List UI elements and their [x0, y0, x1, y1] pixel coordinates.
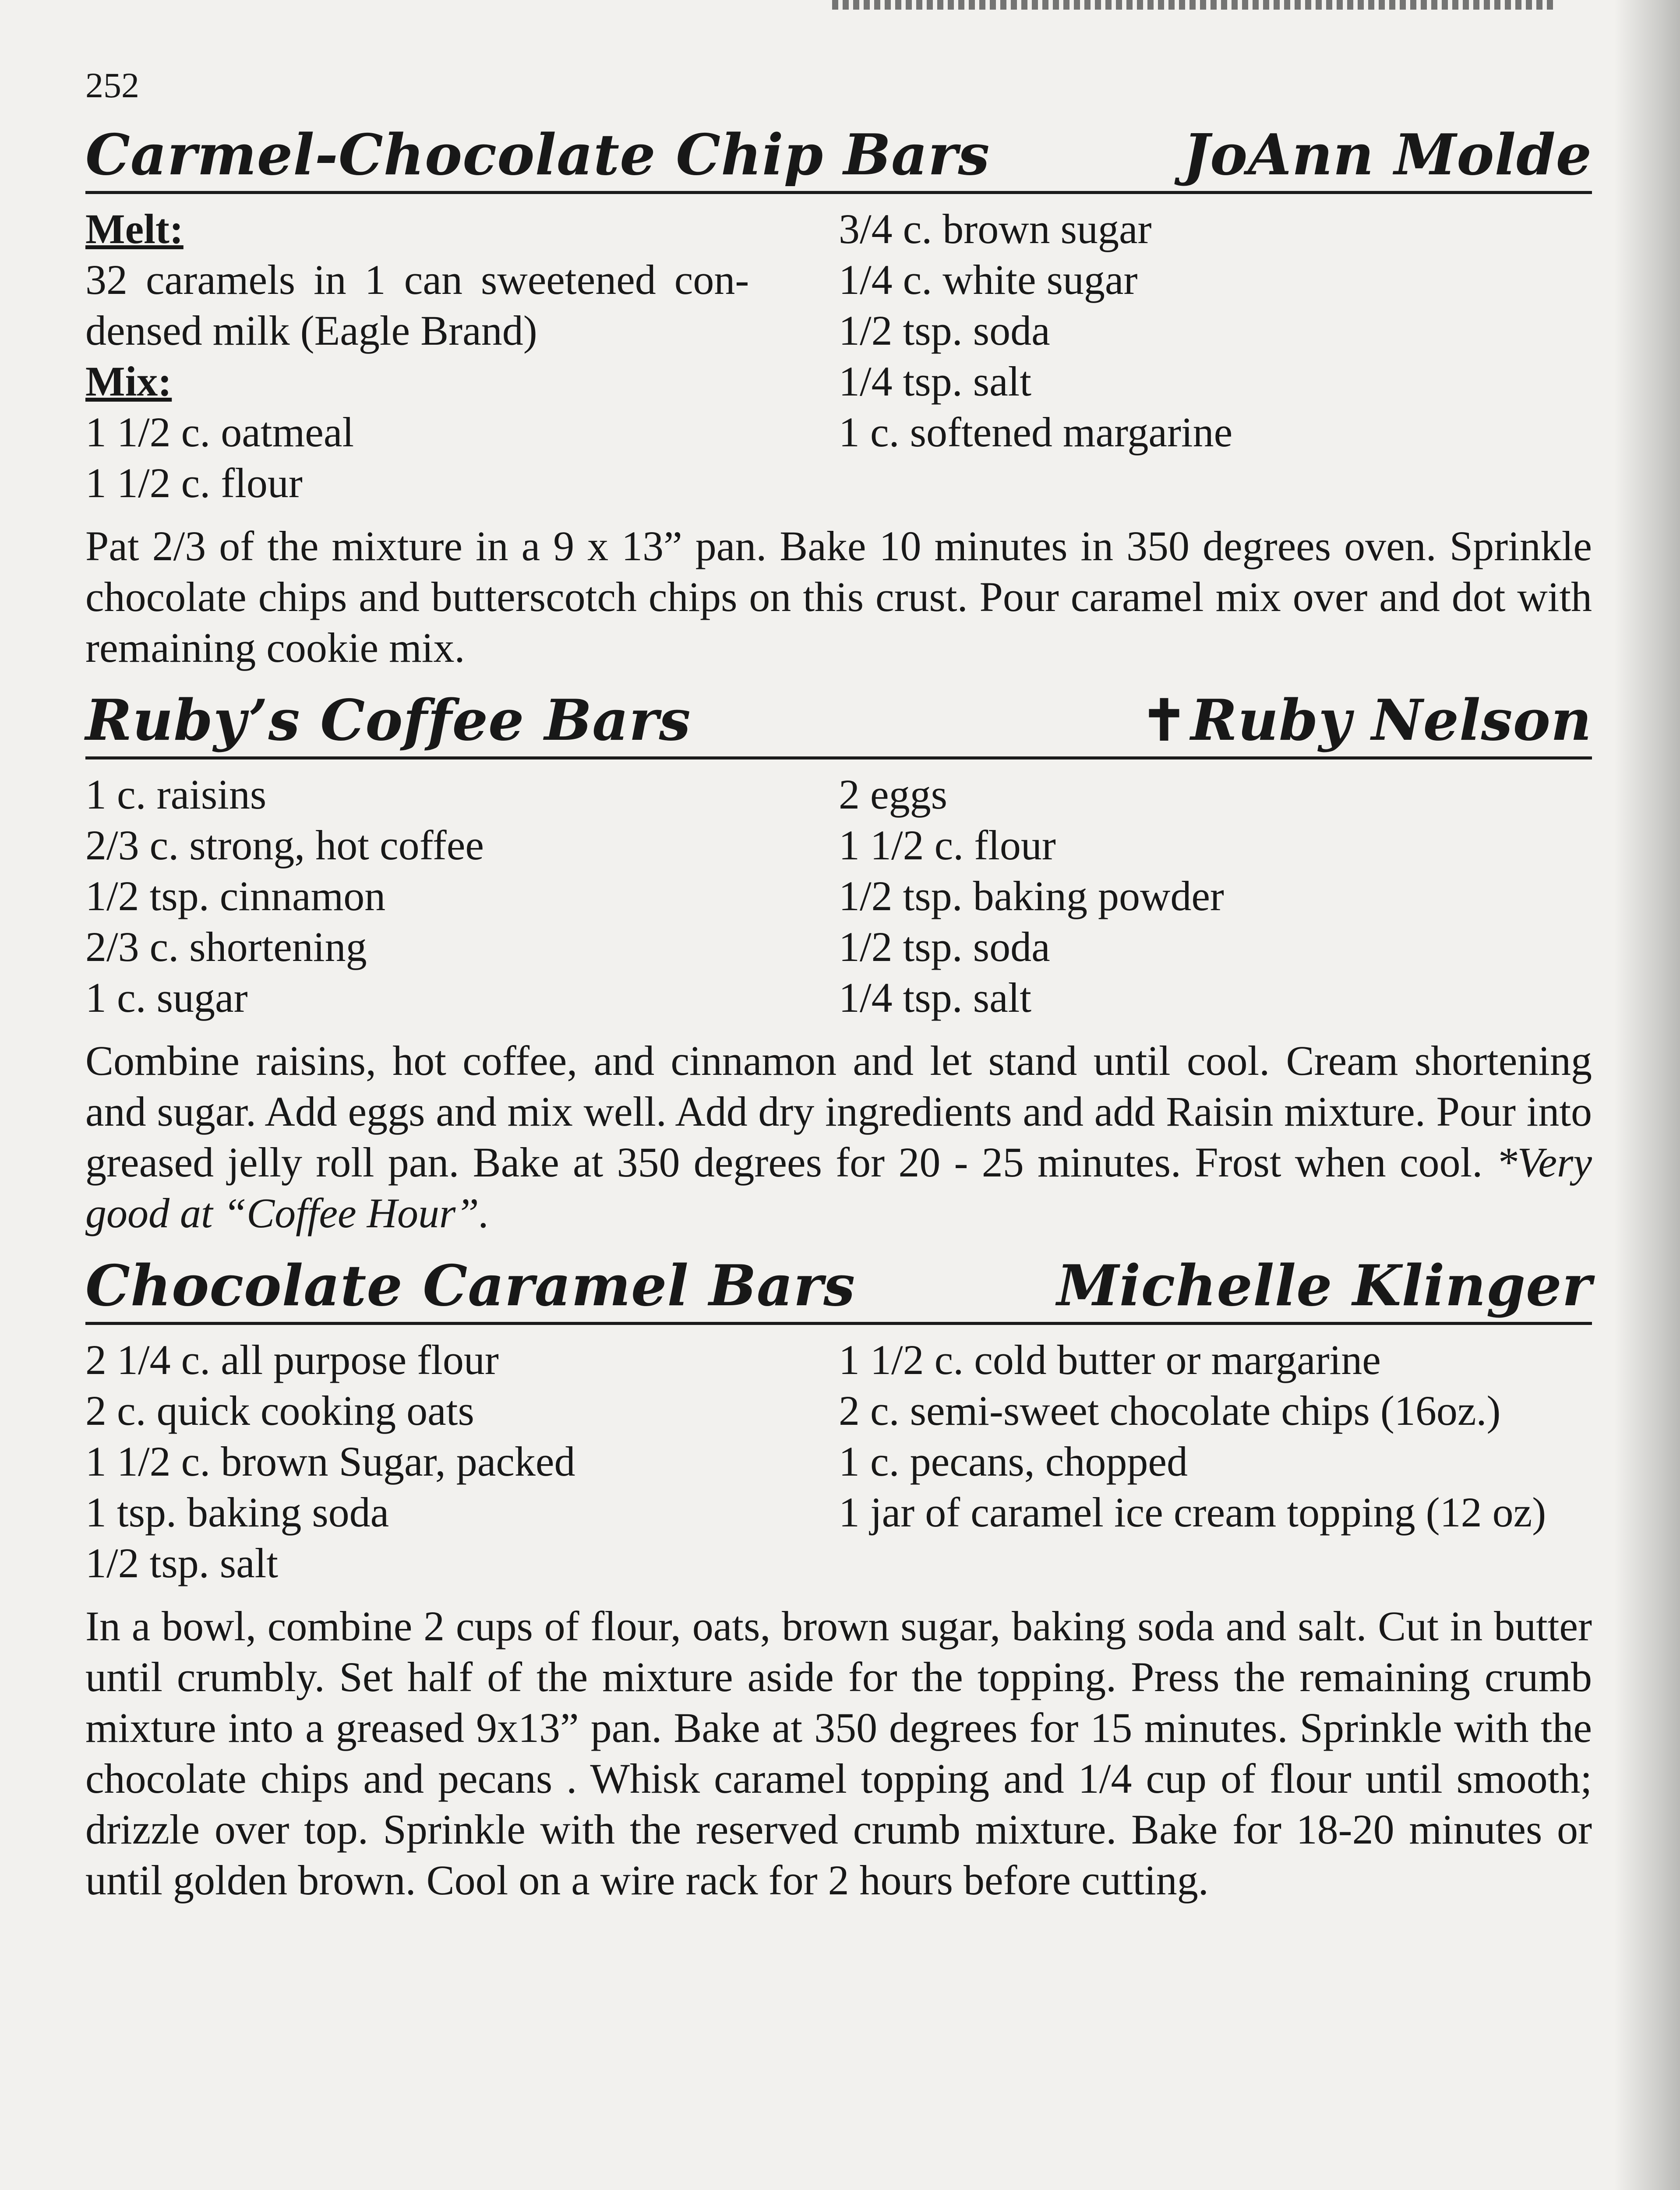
ingredient-line: 1/2 tsp. cinnamon — [85, 872, 386, 919]
ingredient-line: 2 c. semi-sweet chocolate chips (16oz.) — [839, 1387, 1501, 1434]
ingredient-line: 1 1/2 c. flour — [839, 822, 1056, 869]
ingredient-line: 1 tsp. baking soda — [85, 1489, 389, 1536]
recipe-directions: Combine raisins, hot coffee, and cinnamon and let stand until cool. Cream shortening and sugar. Add eggs and mix well. Add dry ingredients and add Raisin mixture. Pour into greased jelly roll pan. Bake at 350 degrees for 20 - 25 minutes. Frost when cool. — [85, 1037, 1592, 1186]
recipe-title: Chocolate Caramel Bars — [85, 1253, 856, 1319]
ingredient-line: 1 1/2 c. brown Sugar, packed — [85, 1438, 575, 1485]
ingredient-line: 1 jar of caramel ice cream topping (12 oz) — [839, 1489, 1546, 1536]
recipe-directions: Pat 2/3 of the mixture in a 9 x 13” pan. Bake 10 minutes in 350 degrees oven. Sprinkle chocolate chips and butterscotch chips on this crust. Pour caramel mix over and dot with remaining cookie mix. — [85, 523, 1592, 671]
ingredients — [85, 204, 1592, 509]
ingredient-line: 1 c. raisins — [85, 771, 267, 818]
section-label-melt: Melt: — [85, 205, 184, 252]
ingredients-right-column — [839, 1335, 1592, 1589]
recipe-header — [85, 688, 1592, 759]
ingredients-left-column — [85, 1335, 839, 1589]
ingredient-line: 2 eggs — [839, 771, 947, 818]
ingredient-line: 1 1/2 c. cold butter or margarine — [839, 1336, 1381, 1383]
ingredient-line: 2 1/4 c. all purpose flour — [85, 1336, 499, 1383]
recipe-note: *Very good at “Coffee Hour”. — [85, 1139, 1592, 1236]
cookbook-page — [85, 66, 1592, 1921]
ingredient-line: 1 c. pecans, chopped — [839, 1438, 1188, 1485]
ingredients-left-column — [85, 769, 839, 1023]
page-edge-shadow — [1614, 0, 1680, 2190]
recipe-title: Carmel-Chocolate Chip Bars — [85, 122, 990, 188]
recipe-header — [85, 123, 1592, 194]
recipe-directions-block — [85, 1035, 1592, 1239]
ingredient-line: 2 c. quick cooking oats — [85, 1387, 474, 1434]
ingredient-line: 1 1/2 c. flour — [85, 459, 303, 506]
ingredient-line: 3/4 c. brown sugar — [839, 205, 1152, 252]
ingredient-line: 1 c. sugar — [85, 974, 248, 1021]
ingredient-line: 1/4 tsp. salt — [839, 358, 1032, 405]
recipe-directions: In a bowl, combine 2 cups of flour, oats, brown sugar, baking soda and salt. Cut in butter until crumbly. Set half of the mixture aside for the topping. Press the remaining crumb mixture into a greased 9x13” pan. Bake at 350 degrees for 15 minutes. Sprinkle with the chocolate chips and pecans . Whisk caramel topping and 1/4 cup of flour until smooth; drizzle over top. Sprinkle with the reserved crumb mixture. Bake for 18-20 minutes or until golden brown. Cool on a wire rack for 2 hours before cutting. — [85, 1603, 1592, 1904]
recipe-header — [85, 1254, 1592, 1325]
recipe-author: Michelle Klinger — [1057, 1253, 1592, 1319]
recipe-title: Ruby’s Coffee Bars — [85, 688, 691, 753]
ingredient-line: 1/2 tsp. soda — [839, 923, 1050, 970]
ingredient-line: 32 caramels in 1 can sweetened con- — [85, 256, 749, 303]
ingredient-line: 2/3 c. shortening — [85, 923, 367, 970]
ingredient-line: 1/2 tsp. salt — [85, 1540, 279, 1586]
ingredient-line: 1/4 tsp. salt — [839, 974, 1032, 1021]
top-edge-bleed — [832, 0, 1555, 10]
recipe-author-wrap — [1140, 688, 1592, 753]
ingredient-line: 1/2 tsp. soda — [839, 307, 1050, 354]
recipe-author: JoAnn Molde — [1183, 122, 1592, 188]
ingredient-line: 1 c. softened margarine — [839, 409, 1233, 456]
ingredients — [85, 1335, 1592, 1589]
memorial-cross-icon: ✝ — [1140, 688, 1188, 753]
ingredients — [85, 769, 1592, 1023]
ingredient-line: 1 1/2 c. oatmeal — [85, 409, 354, 456]
ingredient-line: densed milk (Eagle Brand) — [85, 307, 537, 354]
recipe-chocolate-caramel-bars — [85, 1254, 1592, 1906]
ingredient-line: 1/2 tsp. baking powder — [839, 872, 1224, 919]
recipe-rubys-coffee-bars — [85, 688, 1592, 1239]
page-number: 252 — [85, 65, 139, 105]
recipe-carmel-chocolate-chip-bars — [85, 123, 1592, 673]
ingredients-right-column — [839, 769, 1592, 1023]
ingredient-line: 1/4 c. white sugar — [839, 256, 1138, 303]
ingredients-right-column — [839, 204, 1592, 509]
ingredients-left-column — [85, 204, 839, 509]
ingredient-line: 2/3 c. strong, hot coffee — [85, 822, 484, 869]
recipe-author: Ruby Nelson — [1190, 688, 1592, 753]
section-label-mix: Mix: — [85, 358, 172, 405]
